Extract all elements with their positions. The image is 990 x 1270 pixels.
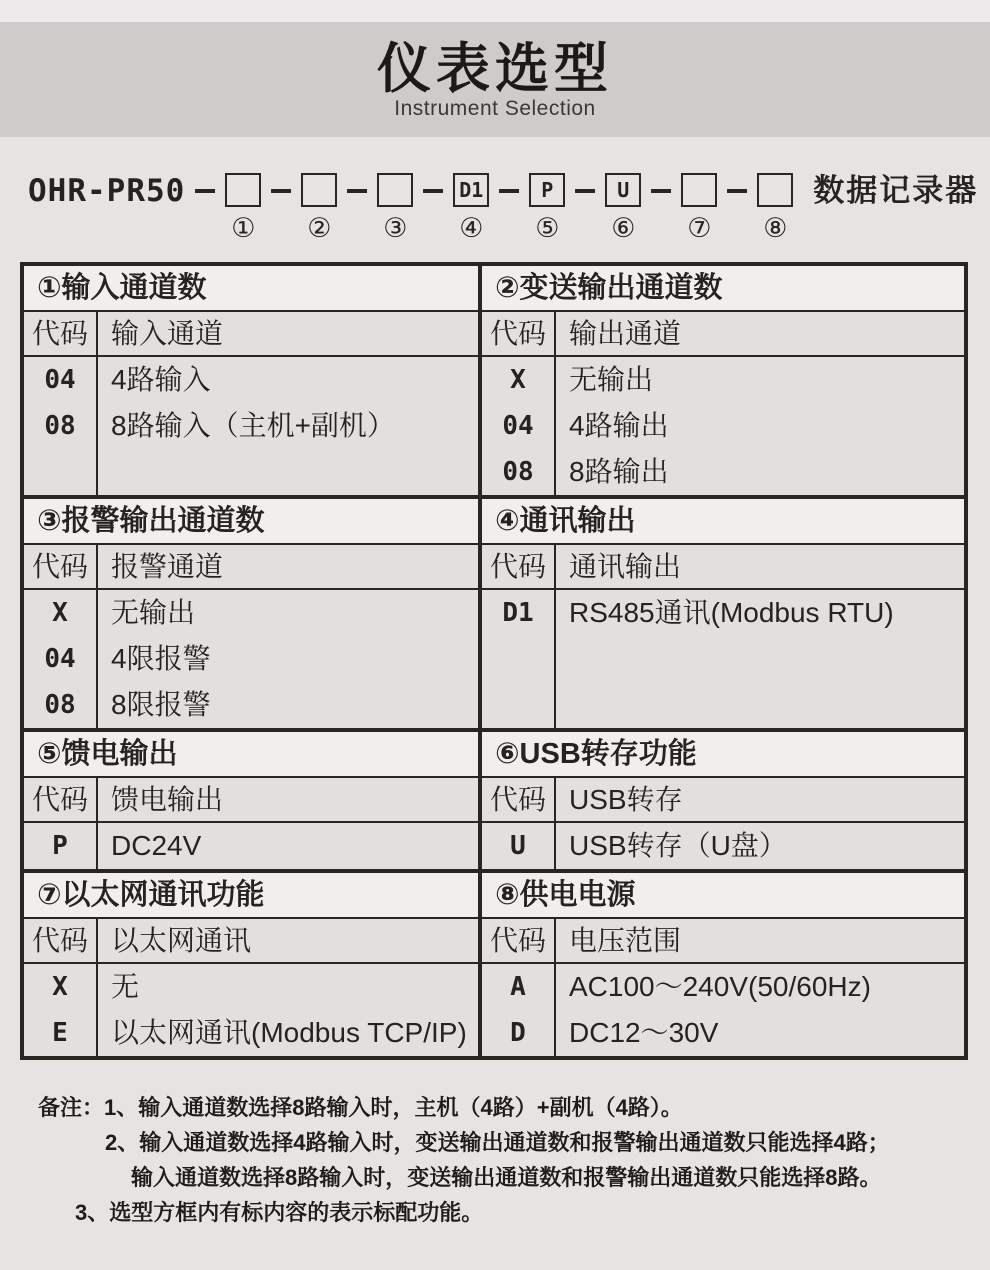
section-title: ③报警输出通道数 [24,499,478,545]
code-cell: X [52,598,68,628]
table-band-4 [24,869,964,1056]
section-input-channels [24,266,482,495]
dash-separator [575,189,595,193]
model-slot-3 [377,173,413,242]
column-header-desc: 报警通道 [111,551,224,582]
code-cell: E [52,1018,68,1048]
dash-separator [651,189,671,193]
section-header-row [24,312,478,357]
model-suffix: 数据记录器 [813,173,979,208]
table-band-3 [24,728,964,869]
desc-column [98,964,478,1056]
note-line-1 [38,1090,990,1125]
top-strip [0,0,990,22]
model-box-7 [681,173,717,207]
section-header-row [24,778,478,823]
notes-label: 备注： [38,1095,105,1120]
desc-column [556,964,964,1056]
model-slot-1 [225,173,261,242]
desc-cell: 8限报警 [111,689,211,720]
column-header-code: 代码 [482,545,556,588]
code-cell: 04 [44,644,76,674]
circled-number-3: ③ [383,213,408,243]
desc-cell: 以太网通讯(Modbus TCP/IP) [111,1017,467,1048]
model-slot-4 [453,173,489,242]
model-box-5: P [529,173,565,207]
section-body [24,357,478,495]
dash-separator [423,189,443,193]
code-column [482,964,556,1056]
section-header-row [482,312,964,357]
code-cell: P [52,831,68,861]
code-cell: 08 [44,411,76,441]
desc-column [98,357,478,495]
desc-cell: 8路输出 [569,456,669,487]
column-header-desc: 输出通道 [569,318,682,349]
dash-separator [195,189,215,193]
desc-cell: 4限报警 [111,643,211,674]
note-line-2: 2、输入通道数选择4路输入时，变送输出通道数和报警输出通道数只能选择4路； [105,1130,890,1155]
table-band-1 [24,266,964,495]
column-header-desc: 馈电输出 [111,784,224,815]
dash-separator [727,189,747,193]
section-body [24,823,478,869]
desc-cell: AC100～240V(50/60Hz) [569,971,871,1002]
code-column [482,590,556,728]
section-title: ⑤馈电输出 [24,732,478,778]
desc-cell: 无输出 [569,364,654,395]
code-column [24,823,98,869]
section-header-row [24,545,478,590]
code-cell: 08 [502,457,534,487]
section-body [24,590,478,728]
desc-cell: 4路输入 [111,364,211,395]
model-slot-8 [757,173,793,242]
desc-cell: DC24V [111,830,202,861]
dash-separator [347,189,367,193]
code-column [24,590,98,728]
section-title: ①输入通道数 [24,266,478,312]
model-slot-5 [529,173,565,242]
column-header-desc: 电压范围 [569,925,682,956]
code-cell: 04 [44,365,76,395]
circled-number-2: ② [307,213,332,243]
model-box-1 [225,173,261,207]
circled-number-1: ① [231,213,256,243]
column-header-code: 代码 [24,545,98,588]
note-line-3: 输入通道数选择8路输入时，变送输出通道数和报警输出通道数只能选择8路。 [131,1165,882,1190]
section-usb-transfer [482,732,964,869]
note-text: 1、输入通道数选择8路输入时，主机（4路）+副机（4路）。 [104,1095,683,1120]
code-column [482,357,556,495]
section-ethernet-communication [24,873,482,1056]
selection-table [20,262,968,1060]
code-cell: A [510,972,526,1002]
section-title: ⑦以太网通讯功能 [24,873,478,919]
model-box-3 [377,173,413,207]
dash-separator [271,189,291,193]
circled-number-6: ⑥ [611,213,636,243]
desc-column [556,823,964,869]
model-code-row [28,173,990,242]
code-column [24,357,98,495]
code-cell: U [510,831,526,861]
model-box-6: U [605,173,641,207]
section-header-row [482,778,964,823]
section-header-row [482,545,964,590]
desc-column [556,590,964,728]
section-body [24,964,478,1056]
section-body [482,590,964,728]
column-header-desc: 通讯输出 [569,551,682,582]
model-prefix: OHR-PR50 [28,173,186,209]
code-column [482,823,556,869]
circled-number-7: ⑦ [687,213,712,243]
section-transmit-output-channels [482,266,964,495]
section-title: ④通讯输出 [482,499,964,545]
desc-cell: 8路输入（主机+副机） [111,410,395,441]
model-slot-2 [301,173,337,242]
column-header-code: 代码 [24,312,98,355]
code-cell: X [52,972,68,1002]
section-feed-power-output [24,732,482,869]
code-cell: 04 [502,411,534,441]
column-header-desc: 输入通道 [111,318,224,349]
section-title: ⑥USB转存功能 [482,732,964,778]
column-header-code: 代码 [482,919,556,962]
circled-number-8: ⑧ [763,213,788,243]
column-header-code: 代码 [482,778,556,821]
desc-column [98,823,478,869]
page-title: 仪表选型 [377,38,613,99]
code-cell: D1 [502,598,534,628]
model-slot-6 [605,173,641,242]
desc-column [556,357,964,495]
section-header-row [482,919,964,964]
section-title: ②变送输出通道数 [482,266,964,312]
code-cell: D [510,1018,526,1048]
desc-cell: USB转存（U盘） [569,830,787,861]
note-line-4: 3、选型方框内有标内容的表示标配功能。 [75,1200,484,1225]
code-cell: 08 [44,690,76,720]
section-communication-output [482,499,964,728]
section-title: ⑧供电电源 [482,873,964,919]
desc-column [98,590,478,728]
model-box-4: D1 [453,173,489,207]
section-power-supply [482,873,964,1056]
desc-cell: RS485通讯(Modbus RTU) [569,597,894,628]
column-header-desc: USB转存 [569,784,683,815]
code-column [24,964,98,1056]
page-header [0,22,990,137]
column-header-code: 代码 [482,312,556,355]
table-band-2 [24,495,964,728]
code-cell: X [510,365,526,395]
model-slot-7 [681,173,717,242]
column-header-desc: 以太网通讯 [111,925,252,956]
model-box-8 [757,173,793,207]
section-body [482,357,964,495]
column-header-code: 代码 [24,919,98,962]
model-box-2 [301,173,337,207]
section-header-row [24,919,478,964]
circled-number-4: ④ [459,213,484,243]
section-body [482,964,964,1056]
desc-cell: 无 [111,971,140,1002]
circled-number-5: ⑤ [535,213,560,243]
desc-cell: 无输出 [111,597,196,628]
column-header-code: 代码 [24,778,98,821]
section-alarm-output-channels [24,499,482,728]
dash-separator [499,189,519,193]
page-subtitle: Instrument Selection [394,96,596,120]
desc-cell: 4路输出 [569,410,669,441]
desc-cell: DC12～30V [569,1017,719,1048]
section-body [482,823,964,869]
notes-block [38,1090,990,1230]
